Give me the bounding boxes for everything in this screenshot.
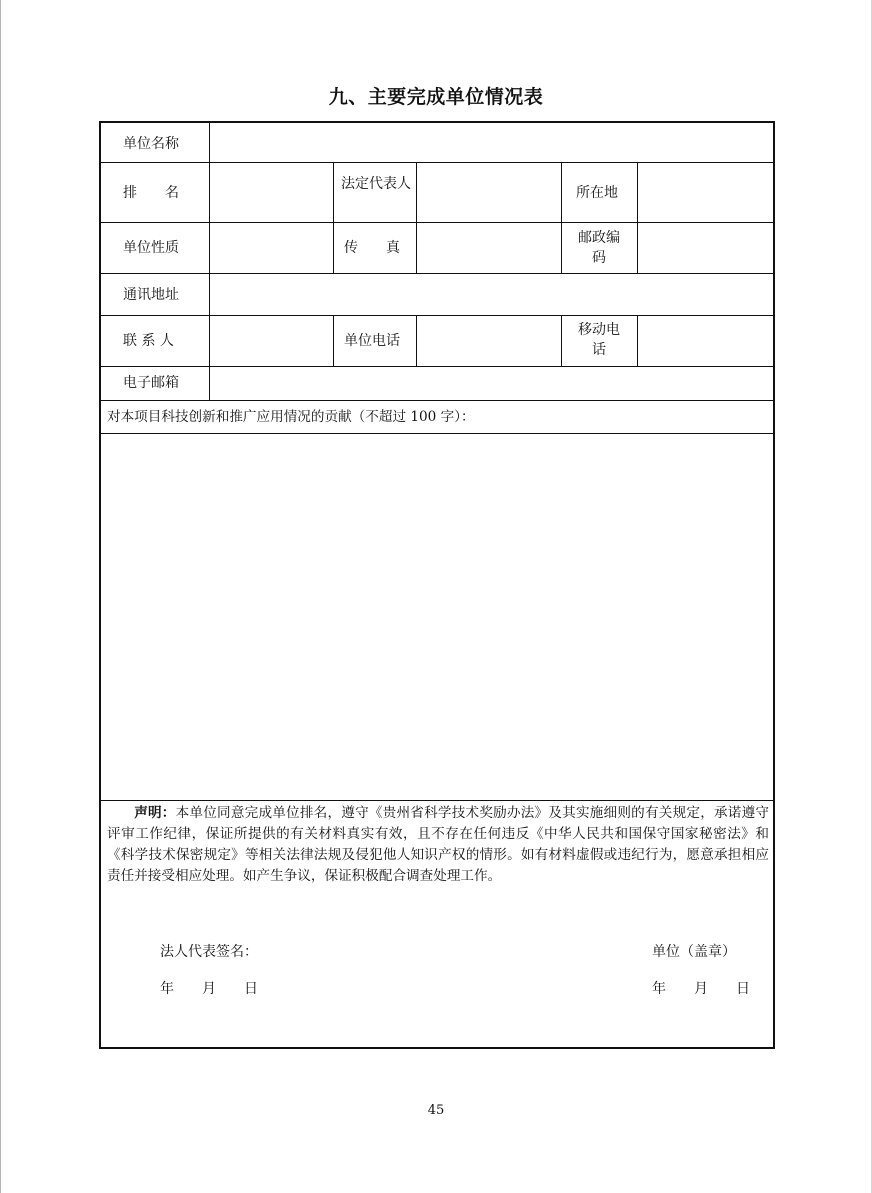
label-unit-name: 单位名称 (123, 136, 179, 152)
page-title: 九、主要完成单位情况表 (328, 86, 544, 108)
col-divider (561, 315, 562, 367)
rank-field[interactable] (210, 163, 333, 222)
fax-field[interactable] (417, 223, 561, 273)
label-unit-phone: 单位电话 (344, 333, 400, 349)
label-unit-nature: 单位性质 (123, 240, 179, 256)
unit-info-form (99, 121, 775, 1049)
label-postcode: 邮政编码 (578, 230, 620, 266)
label-location: 所在地 (576, 185, 618, 201)
statement-text: 本单位同意完成单位排名，遵守《贵州省科学技术奖励办法》及其实施细则的有关规定，承诺遵守评审工作纪律，保证所提供的有关材料真实有效，且不存在任何违反《中华人民共和国保守国家秘密法》和《科学技术保密规定》等相关法律法规及侵犯他人知识产权的情形。如有材料虚假或违纪行为，愿意承担相应责任并接受相应处理。如产生争议，保证积极配合调查处理工作。 (107, 805, 770, 884)
location-field[interactable] (638, 163, 773, 222)
statement-heading: 声明： (134, 805, 176, 821)
address-field[interactable] (210, 274, 773, 315)
page-left-edge (0, 0, 1, 1193)
label-mobile: 移动电话 (578, 322, 620, 358)
label-email: 电子邮箱 (123, 375, 179, 391)
col-divider (333, 315, 334, 367)
row-divider (101, 400, 773, 401)
col-divider (333, 162, 334, 274)
email-field[interactable] (210, 367, 773, 400)
contribution-prompt: 对本项目科技创新和推广应用情况的贡献（不超过 100 字）： (107, 409, 475, 425)
page-number: 45 (427, 1103, 445, 1118)
unit-name-field[interactable] (210, 123, 773, 162)
postcode-field[interactable] (638, 223, 773, 273)
statement-paragraph (107, 803, 769, 887)
label-fax: 传 真 (344, 240, 400, 256)
label-address: 通讯地址 (123, 287, 179, 303)
legal-rep-signature-label: 法人代表签名： (160, 944, 258, 960)
label-contact: 联 系 人 (123, 333, 174, 349)
contact-field[interactable] (210, 316, 333, 366)
col-divider (561, 162, 562, 274)
label-rank: 排 名 (123, 185, 179, 201)
mobile-field[interactable] (638, 316, 773, 366)
unit-nature-field[interactable] (210, 223, 333, 273)
legal-rep-field[interactable] (417, 163, 561, 222)
label-legal-rep: 法定代表人 (341, 176, 411, 192)
date-right: 年 月 日 (652, 981, 750, 997)
unit-seal-label: 单位（盖章） (652, 944, 736, 960)
row-divider (101, 800, 773, 801)
contribution-textarea[interactable] (101, 434, 773, 800)
unit-phone-field[interactable] (417, 316, 561, 366)
date-left: 年 月 日 (160, 981, 258, 997)
